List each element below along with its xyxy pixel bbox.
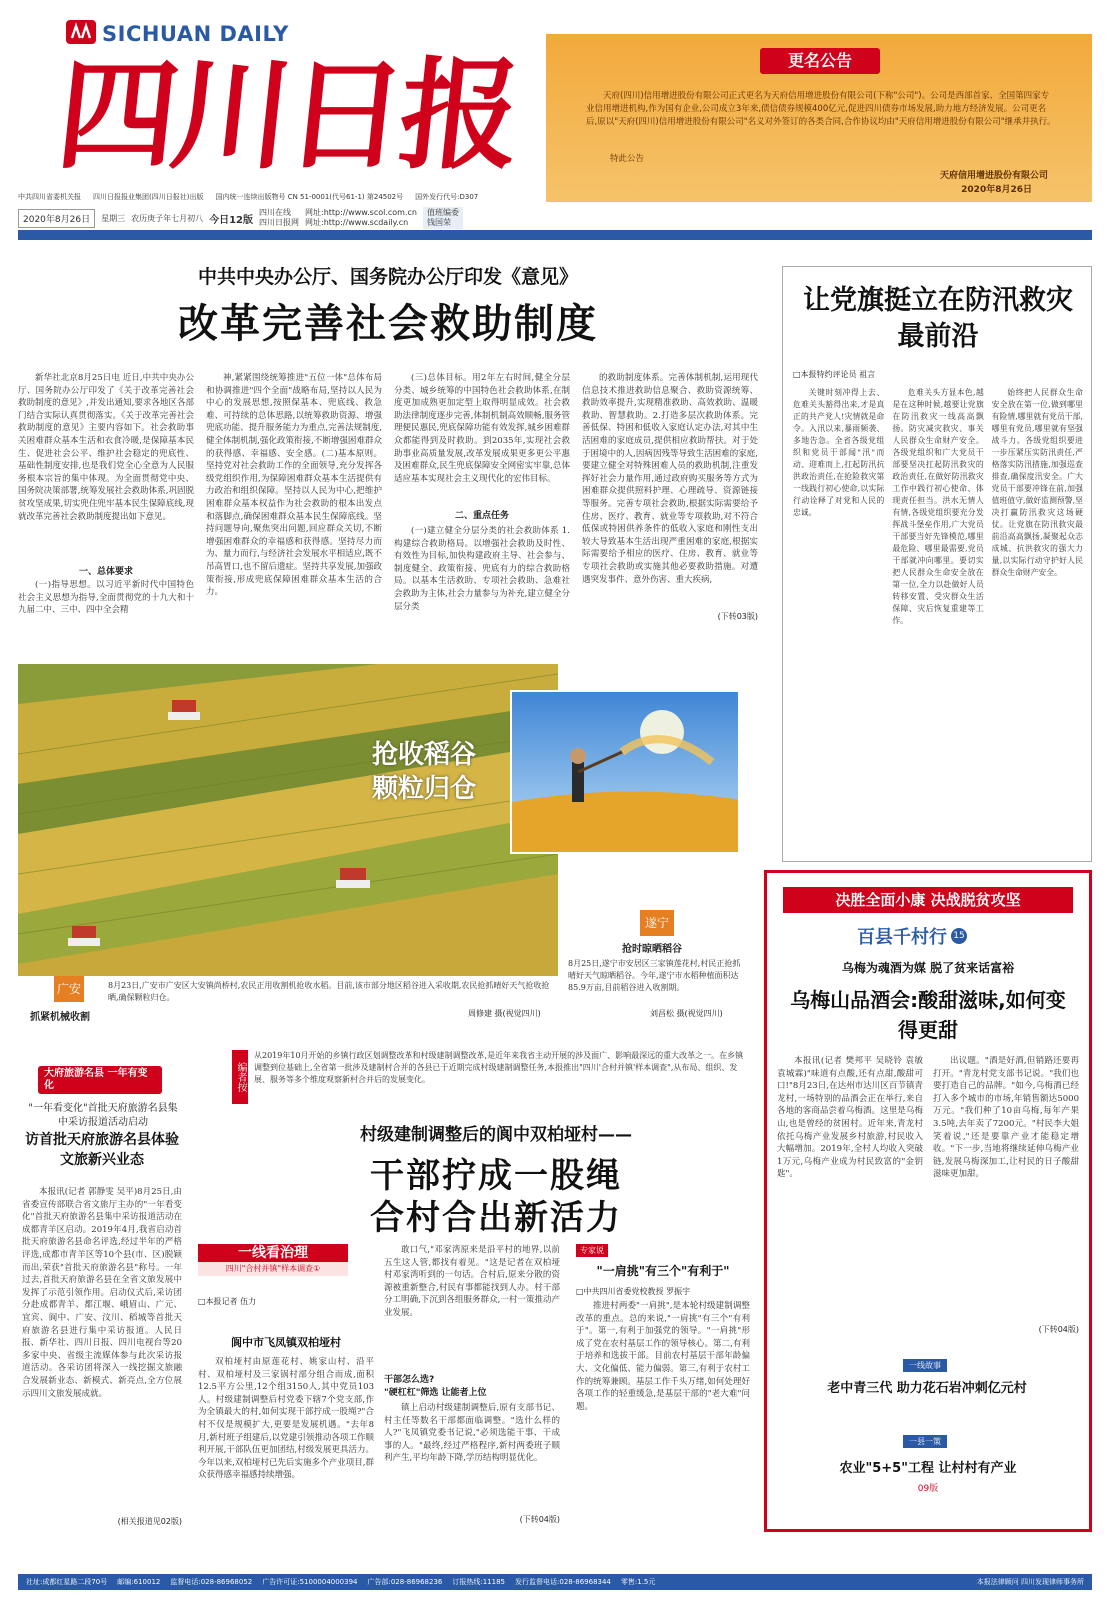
- story-headline: 老中青三代 助力花石岩冲刺亿元村: [827, 1381, 1027, 1396]
- footer-item: 发行监督电话:028-86968344: [515, 1578, 611, 1586]
- footer-item: 监督电话:028-86968052: [170, 1578, 253, 1586]
- continued-note: (下转04版): [519, 1515, 560, 1524]
- footer-item: 邮编:610012: [117, 1578, 161, 1586]
- lead-col3: (三)总体目标。用2年左右时间,健全分层分类、城乡统筹的中国特色社会救助体系,在制度更加成熟更加定型上取得明显成效。社会救助法律制度逐步完善,体制机制高效顺畅,服务管理便民惠民,兜底保障功能有效发挥,城乡困难群众都能得到及时救助。到2035年,实现社会救助事业高质量发展,改革发展成果更多更公平惠及困难群众,民生兜底保障安全网密实牢靠,总体适应基本实现社会主义现代化的宏伟目标。: [394, 373, 570, 484]
- weekday: 星期三: [101, 213, 126, 223]
- series-badge-sub: 四川"合村并镇"样本调查①: [198, 1262, 348, 1276]
- tourism-headline: 访首批天府旅游名县体验文旅新兴业态: [25, 1132, 179, 1168]
- masthead-meta: [18, 192, 544, 232]
- special-page: 09版: [917, 1484, 939, 1494]
- location-tag: 遂宁: [640, 910, 674, 936]
- poverty-headline: 乌梅山品酒会:酸甜滋味,如何变得更甜: [790, 988, 1066, 1042]
- poverty-col2: 出议题。"酒是好酒,但销路还要再打开。"青龙村党支部书记说。"我们也要打造自己的品牌。"如今,乌梅酒已经打入多个城市的市场,年销售额达5000万元。"我们种了10亩乌梅,每年产果3.5吨,去年卖了7200元。"村民李大姐笑着说,"还是要靠产业才能稳定增收。"下一步,当地将继续延伸乌梅产业链,发展乌梅深加工,让村民的日子酸甜滋味更加甜。: [933, 1056, 1079, 1180]
- poverty-box: [764, 870, 1092, 1532]
- lead-headline: 改革完善社会救助制度: [178, 301, 598, 347]
- meta-item: 国内统一连续出版物号 CN 51-0001(代号61-1) 第24502号: [215, 193, 404, 201]
- photo-caption-right: 8月25日,遂宁市安居区三家镇莲花村,村民正抢抓晴好天气晾晒稻谷。今年,遂宁市水稻种植面积达85.9万亩,目前稻谷进入收割期。: [568, 959, 741, 992]
- lead-columns: [18, 372, 758, 622]
- village-col1: 双柏垭村由原莲花村、姚家山村、沿平村、双柏垭村及三家锅村部分组合而成,面积12.5平方公里,12个组3150人,其中党员103人。村级建制调整后村党委下辖7个党支部,作为全镇最大的村,如何实现干部拧成一股绳?"合村不仅是规模扩大,更要是发展机遇。"去年8月,新村班子组建后,以党建引领推动各项工作顺利开展,干部队伍更加团结,村级发展更具活力。今年以来,双柏垭村已先后实施多个产业项目,群众获得感幸福感持续增强。: [198, 1357, 374, 1481]
- duty-editor-label: 值班编委: [426, 208, 459, 217]
- meta-item: 国外发行代号:D307: [415, 193, 479, 201]
- commentary-col3: 始终把人民群众生命安全放在第一位,做到哪里有险情,哪里就有党员干部,哪里有党员,哪里就有坚强战斗力。各级党组织要进一步压紧压实防汛责任,严格落实防汛措施,加强巡查排查,确保度汛安全。广大党员干部要冲锋在前,加强值班值守,做好监测预警,坚决打赢防汛救灾这场硬仗。让党旗在防汛救灾最前沿高高飘扬,凝聚起众志成城、抗洪救灾的强大力量,以实际行动守护好人民群众生命财产安全。: [991, 388, 1083, 577]
- tourism-badge: [38, 1066, 162, 1094]
- harvest-photo-inset: [510, 690, 740, 854]
- special-tag: 一县一策: [903, 1435, 947, 1448]
- commentary-byline: □本报特约评论员 祖言: [793, 370, 876, 379]
- footer-item: 广告部:028-86968236: [367, 1578, 443, 1586]
- commentary-columns: [793, 387, 1083, 857]
- village-headline-1: 干部拧成一股绳: [370, 1156, 622, 1196]
- site-url[interactable]: 网址:http://www.scol.com.cn: [305, 208, 417, 217]
- photo-label: 抓紧机械收割: [30, 1012, 90, 1023]
- drying-grain-image: [512, 692, 740, 854]
- lead-col1: 新华社北京8月25日电 近日,中共中央办公厅、国务院办公厅印发了《关于改革完善社会救助制度的意见》,并发出通知,要求各地区各部门结合实际认真贯彻落实。《关于改革完善社会救助制度的意见》主要内容如下。社会救助事关困难群众基本生活和衣食冷暖,是保障基本民生、促进社会公平、维护社会稳定的兜底性、基础性制度安排,也是我们党全心全意为人民服务根本宗旨的集中体现。为全面贯彻党中央、国务院决策部署,统筹发展社会救助体系,巩固脱贫攻坚成果,切实兜住兜牢基本民生保障底线,现就改革完善社会救助制度提出如下意见。: [18, 373, 194, 522]
- village-byline: □本报记者 伍力: [198, 1297, 257, 1306]
- chinese-name-logo: 四川日报: [50, 45, 522, 186]
- masthead-rule: [18, 230, 1092, 240]
- village-col2: 敢口气,"邓家湾原来是沿平村的地界,以前五生这人管,都找有着见。"这是记者在双柏垭村邓家湾听到的一句话。合村后,原来分散的资源被重新整合,村民有事都能找到人办。村干部分工明确,下沉到各组服务群众,一村一策推动产业发展。: [384, 1245, 560, 1318]
- notice-tail: 特此公告: [610, 154, 645, 164]
- photo-credit: 周修建 摄(视觉四川): [468, 1009, 541, 1018]
- footer-item: 订报热线:11185: [452, 1578, 506, 1586]
- footer-bar: [18, 1574, 1092, 1590]
- lead-col4: 的救助制度体系。完善体制机制,运用现代信息技术推进救助信息聚合、救助资源统筹、救助效率提升,实现精准救助、高效救助、温暖救助、智慧救助。2.打造多层次救助体系。完善低保、特困和低收入家庭认定办法,对其中生活困难的家庭成员,提供相应救助帮扶。对于处于困境中的人,因病因残等导致生活困难的家庭,要建立健全对特殊困难人员的救助机制,注重发挥好社会力量作用,通过政府购买服务等方式为困难群众提供照料护理、心理疏导、资源链接等服务。完善专项社会救助,根据实际需要给予住房、医疗、教育、就业等专项救助,对不符合低保或特困供养条件的低收入家庭和刚性支出较大导致基本生活出现严重困难的家庭,根据实际需要给予相应的医疗、住房、教育、就业等专项社会救助或实施其他必要救助措施。对遭遇突发事件、意外伤害、重大疾病,: [582, 373, 758, 585]
- village-subhead: 干部怎么选?: [384, 1375, 435, 1385]
- commentary-box: [782, 266, 1092, 862]
- series-logo: [857, 923, 967, 949]
- rice-field-image: [18, 664, 558, 976]
- meta-item: 四川日报报业集团(四川日报社)出版: [93, 193, 204, 201]
- page-count: 今日12版: [209, 214, 254, 226]
- series-name: 百县千村行: [857, 927, 947, 948]
- photo-title: 抢收稻谷 颗粒归仓: [371, 740, 476, 804]
- expert-headline: "一肩挑"有三个"有利于": [596, 1264, 730, 1278]
- notice-body: 天府(四川)信用增进股份有限公司正式更名为天府信用增进股份有限公司(下称"公司")。公司是西部首家、全国第四家专业信用增进机构,作为国有企业,公司成立3年来,债信债券规模400亿元,促进四川债券市场发展,助力地方经济发展。公司更名后,原以"天府(四川)信用增进股份有限公司"名义对外签订的各类合同,合作协议均由"天府信用增进股份有限公司"继承并执行。: [586, 91, 1056, 127]
- village-headline-2: 合村合出新活力: [370, 1198, 622, 1238]
- english-name: SICHUAN DAILY: [102, 22, 289, 46]
- commentary-col2: 危难关头方显本色,越是在这种时候,越要让党旗在防汛救灾一线高高飘扬。防灾减灾救灾、事关人民群众生命财产安全。各级党组织和广大党员干部要坚决扛起防汛救灾的政治责任,在做好防汛救灾工作中践行初心使命、体现责任担当。洪水无情人有情,各级党组织要充分发挥战斗堡垒作用,广大党员干部要当好先锋模范,哪里最危险、哪里最需要,党员干部就冲向哪里。要切实把人民群众生命安全放在第一位,全力以赴做好人员转移安置、受灾群众生活保障、灾后恢复重建等工作。: [892, 388, 984, 625]
- poverty-col1: 本报讯(记者 樊邦平 吴晓铃 袁敏 袁城霖)"味道有点酸,还有点甜,酸甜可口!"8月23日,在达州市达川区百节镇青龙村,一场特别的品酒会正在举行,来自各地的客商品尝着乌梅酒。这里是乌梅山,也是曾经的贫困村。近年来,青龙村依托乌梅产业发展乡村旅游,村民收入大幅增加。2019年,全村人均收入突破1万元,乌梅产业成为村民致富的"金钥匙"。: [777, 1056, 923, 1180]
- notice-title: 更名公告: [760, 48, 880, 74]
- footer-item: 社址:成都红星路二段70号: [26, 1578, 108, 1586]
- harvest-photo-main: [18, 664, 558, 976]
- meta-item: 中共四川省委机关报: [18, 193, 81, 201]
- village-subhead: "硬杠杠"筛选 让能者上位: [384, 1388, 487, 1398]
- series-badge: [198, 1244, 348, 1280]
- photo-label: 抢时晾晒稻谷: [622, 944, 682, 955]
- village-col2b: 镇上启动村级建制调整后,原有支部书记、村主任等数名干部都面临调整。"选什么样的人?"飞凤镇党委书记说,"必须选能干事、干成事的人。"最终,经过严格程序,新村两委班子顺利产生,平均年龄下降,学历结构明显优化。: [384, 1403, 560, 1464]
- tourism-badge-text: 大府旅游名县 一年有变化: [44, 1068, 148, 1091]
- lead-col3b: (一)建立健全分层分类的社会救助体系 1.构建综合救助格局。以增强社会救助及时性、有效性为目标,加快构建政府主导、社会参与、制度健全、政策衔接、兜底有力的综合救助格局。以基本生活救助、专项社会救助、急难社会救助为主体,社会力量参与为补充,建立健全分层分类: [394, 526, 570, 612]
- location-tag: 广安: [54, 976, 84, 1002]
- footer-item: 零售:1.5元: [620, 1578, 656, 1586]
- lead-col2: 神,紧紧围绕统筹推进"五位一体"总体布局和协调推进"四个全面"战略布局,坚持以人民为中心的发展思想,按照保基本、兜底线、救急难、可持续的总体思路,以统筹救助资源、增强兜底功能、提升服务能力为重点,完善法规制度,健全体制机制,强化政策衔接,不断增强困难群众的获得感、幸福感、安全感。(二)基本原则。坚持党对社会救助工作的全面领导,充分发挥各级党组织作用,为保障困难群众基本生活提供有力政治和组织保障。坚持以人民为中心,把维护困难群众基本权益作为社会救助的根本出发点和落脚点,确保困难群众基本民生保障底线。坚持问题导向,聚焦突出问题,回应群众关切,不断增强困难群众的幸福感和获得感。坚持尽力而为、量力而行,与经济社会发展水平相适应,既不吊高胃口,也不留后遗症。坚持共享发展,加强政策衔接,形成兜底保障困难群众基本生活的合力。: [206, 373, 382, 598]
- issue-date: 2020年8月26日: [18, 209, 95, 228]
- lead-col1b: (一)指导思想。以习近平新时代中国特色社会主义思想为指导,全面贯彻党的十九大和十九届二中、三中、四中全会精: [18, 580, 194, 616]
- continued-note: (下转04版): [1038, 1325, 1079, 1334]
- series-badge-title: 一线看治理: [198, 1244, 348, 1262]
- site-name: 四川日报网: [259, 218, 300, 227]
- photo-caption-left: 8月23日,广安市广安区大安镇尚桥村,农民正用收割机抢收水稻。目前,该市部分地区稻谷进入采收期,农民抢抓晴好天气抢收抢晒,确保颗粒归仓。: [108, 981, 550, 1002]
- footer-item: 广告许可证:5100004000394: [262, 1578, 358, 1586]
- site-name: 四川在线: [259, 208, 292, 217]
- village-intro: 从2019年10月开始的乡镇行政区划调整改革和村级建制调整改革,是近年来我省主动开展的涉及面广、影响最深远的重大改革之一。在乡镇调整到位基础上,全省第一批涉及建制村合并的各县已于近期完成村级建制调整任务,本报推出"四川'合村并镇'样本调查",从布局、组织、发展、服务等多个维度观察新村合并后的发展变化。: [254, 1051, 744, 1084]
- commentary-headline: 让党旗挺立在防汛救灾最前沿: [803, 285, 1073, 352]
- expert-tag: 专家说: [576, 1244, 608, 1257]
- lead-subhead: 二、重点任务: [454, 511, 509, 521]
- continued-note: (下转03版): [717, 612, 758, 621]
- tourism-kicker: "一年看变化"首批天府旅游名县集中采访报道活动启动: [28, 1103, 178, 1128]
- poverty-banner: 决胜全面小康 决战脱贫攻坚: [783, 887, 1073, 913]
- commentary-col1: 关键时刻冲得上去、危难关头豁得出来,才是真正的共产党人!灾情就是命令。入汛以来,暴雨频袭、多地告急。全省各级党组织和党员干部闻"汛"而动、迎难而上,扛起防汛抗洪政治责任,在抢险救灾第一线践行初心使命,以实际行动诠释了对党和人民的忠诚。: [793, 388, 885, 517]
- expert-byline: □中共四川省委党校教授 罗振宇: [576, 1287, 691, 1296]
- logo-mark-icon: [66, 20, 96, 44]
- tourism-body: 本报讯(记者 郭静雯 吴平)8月25日,由省委宣传部联合省文旅厅主办的"一年看变化"首批天府旅游名县集中采访报道活动在成都青羊区启动。2019年4月,我省启动首批天府旅游名县命名评选,经过半年的严格评选,成都市青羊区等10个县(市、区)脱颖而出,荣获"首批天府旅游名县"称号。一年过去,首批天府旅游名县在全省文旅发展中发挥了示范引领作用。启动仪式后,采访团分赴成都青羊、都江堰、峨眉山、广元、宜宾、阆中、广安、汶川、稻城等首批天府旅游名县进行集中采访报道。人民日报、新华社、四川日报、四川电视台等20多家中央、省级主流媒体参与此次采访报道活动。各采访团将深入一线挖掘文旅融合发展新业态、新模式、新亮点,全方位展示四川文旅发展成就。: [22, 1187, 182, 1399]
- lunar-date: 农历庚子年七月初八: [131, 213, 204, 223]
- series-number: 15: [951, 928, 967, 944]
- poverty-kicker: 乌梅为魂酒为媒 脱了贫来话富裕: [841, 961, 1015, 975]
- expert-body: 推进村两委"一肩挑",是本轮村级建制调整改革的重点。总的来说,"一肩挑"有三个"有利于"。第一,有利于加强党的领导。"一肩挑"形成了党在农村基层工作的领导核心。第二,有利于培养和选拔干部。目前农村基层干部年龄偏大、文化偏低、能力偏弱。第三,有利于农村工作的统筹兼顾。基层工作千头万绪,如何处理好各项工作的轻重缓急,是基层干部的"老大难"问题。: [576, 1301, 750, 1412]
- lead-subhead: 一、总体要求: [78, 567, 133, 577]
- village-section-title: 阆中市飞凤镇双柏垭村: [231, 1336, 341, 1349]
- duty-editor-name: 钱国荣: [426, 218, 451, 227]
- rename-notice-ad: [546, 34, 1092, 202]
- special-headline: 农业"5+5"工程 让村村有产业: [839, 1461, 1017, 1476]
- village-kicker: 村级建制调整后的阆中双柏垭村——: [360, 1125, 632, 1145]
- photo-credit: 刘昌松 摄(视觉四川): [650, 1009, 723, 1018]
- notice-company: 天府信用增进股份有限公司: [939, 171, 1048, 181]
- site-url[interactable]: 网址:http://www.scdaily.cn: [305, 218, 409, 227]
- editor-note-tag: 编者按: [232, 1050, 248, 1104]
- notice-date: 2020年8月26日: [961, 185, 1032, 195]
- footer-legal: 本报法律顾问 四川发现律师事务所: [976, 1578, 1084, 1586]
- lead-kicker: 中共中央办公厅、国务院办公厅印发《意见》: [197, 266, 578, 288]
- story-tag: 一线故事: [903, 1359, 947, 1372]
- continued-note: (相关报道见02版): [117, 1517, 182, 1526]
